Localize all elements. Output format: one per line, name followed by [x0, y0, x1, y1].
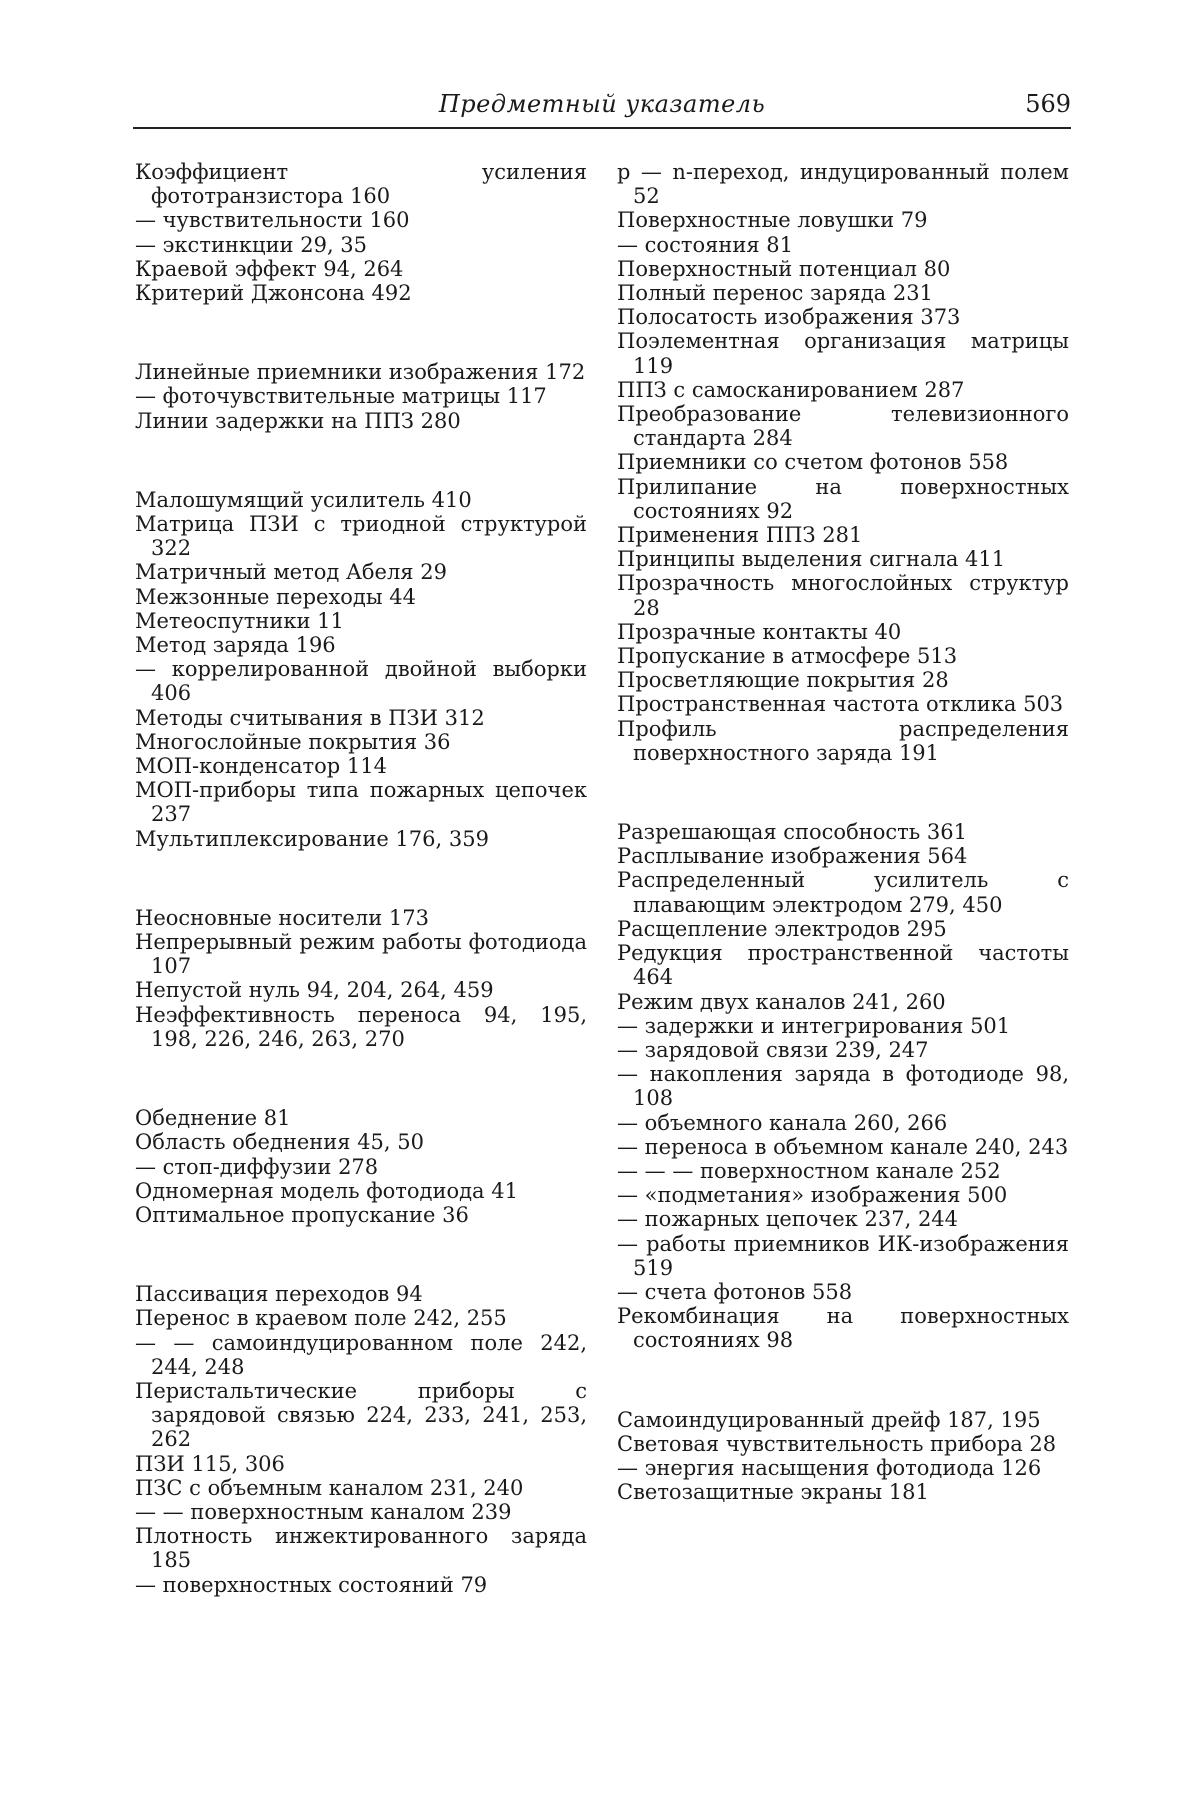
index-entry: — чувствительности 160: [135, 208, 410, 233]
index-entry: — энергия насыщения фотодиода 126: [617, 1455, 1042, 1480]
header-title: Предметный указатель: [438, 90, 766, 118]
index-entry: Поэлементная организация матрицы 119: [617, 329, 1069, 378]
index-entry: Обеднение 81: [135, 1106, 291, 1131]
index-entry: Область обеднения 45, 50: [135, 1130, 424, 1155]
index-entry: Линии задержки на ППЗ 280: [135, 408, 461, 433]
index-entry: Применения ППЗ 281: [617, 523, 863, 548]
running-header: [133, 88, 1071, 128]
index-entry: Светозащитные экраны 181: [617, 1480, 929, 1505]
index-entry: Самоиндуцированный дрейф 187, 195: [617, 1407, 1041, 1432]
index-entry: Поверхностные ловушки 79: [617, 208, 928, 233]
index-entry: Пассивация переходов 94: [135, 1282, 423, 1307]
index-entry: — — — поверхностном канале 252: [617, 1158, 1001, 1183]
index-entry: Редукция пространственной частоты 464: [617, 941, 1069, 990]
index-entry: Неосновные носители 173: [135, 905, 429, 930]
index-section: [135, 906, 587, 1051]
index-entry: Критерий Джонсона 492: [135, 281, 412, 306]
index-entry: ППЗ с самосканированием 287: [617, 377, 965, 402]
section-gap: [135, 1227, 587, 1282]
index-entry: ПЗС с объемным каналом 231, 240: [135, 1475, 524, 1500]
index-entry: Прозрачность многослойных структур 28: [617, 571, 1069, 620]
index-section: [135, 160, 587, 305]
index-entry: — накопления заряда в фотодиоде 98, 108: [617, 1062, 1069, 1111]
index-entry: — работы приемников ИК-изображения 519: [617, 1231, 1069, 1280]
index-entry: — экстинкции 29, 35: [135, 232, 368, 257]
index-entry: Рекомбинация на поверхностных состояниях 98: [617, 1304, 1069, 1353]
index-entry: Режим двух каналов 241, 260: [617, 989, 946, 1014]
index-entry: Метод заряда 196: [135, 633, 336, 658]
section-gap: [135, 1051, 587, 1106]
index-entry: Прилипание на поверхностных состояниях 92: [617, 474, 1069, 523]
index-section: [617, 1408, 1069, 1505]
index-section: [135, 488, 587, 851]
index-entry: Прозрачные контакты 40: [617, 619, 902, 644]
index-entry: МОП-конденсатор 114: [135, 754, 387, 779]
index-entry: — «подметания» изображения 500: [617, 1183, 1008, 1208]
index-entry: Коэффициент усиления фототранзистора 160: [135, 160, 587, 209]
index-entry: Межзонные переходы 44: [135, 584, 416, 609]
index-entry: — фоточувствительные матрицы 117: [135, 384, 547, 409]
index-entry: p — n-переход, индуцированный полем 52: [617, 160, 1069, 209]
index-entry: МОП-приборы типа пожарных цепочек 237: [135, 778, 587, 827]
index-entry: — поверхностных состояний 79: [135, 1572, 488, 1597]
section-gap: [617, 1353, 1069, 1408]
index-entry: — задержки и интегрирования 501: [617, 1013, 1011, 1038]
index-entry: Световая чувствительность прибора 28: [617, 1431, 1057, 1456]
index-section: [135, 360, 587, 433]
index-entry: — переноса в объемном канале 240, 243: [617, 1134, 1069, 1159]
index-entry: — пожарных цепочек 237, 244: [617, 1207, 959, 1232]
index-entry: Плотность инжектированного заряда 185: [135, 1524, 587, 1573]
index-entry: Приемники со счетом фотонов 558: [617, 450, 1009, 475]
index-entry: Полосатость изображения 373: [617, 305, 961, 330]
index-entry: Непустой нуль 94, 204, 264, 459: [135, 978, 494, 1003]
section-gap: [135, 433, 587, 488]
index-entry: — состояния 81: [617, 232, 793, 257]
index-entry: Преобразование телевизионного стандарта 284: [617, 402, 1069, 451]
index-entry: Непрерывный режим работы фотодиода 107: [135, 930, 587, 979]
index-section: [135, 1282, 587, 1597]
index-entry: ПЗИ 115, 306: [135, 1451, 285, 1476]
index-column-right: [617, 160, 1069, 1504]
index-entry: Матричный метод Абеля 29: [135, 560, 447, 585]
index-entry: Просветляющие покрытия 28: [617, 668, 949, 693]
index-entry: Профиль распределения поверхностного заряда 191: [617, 716, 1069, 765]
index-entry: — зарядовой связи 239, 247: [617, 1037, 929, 1062]
index-entry: — стоп-диффузии 278: [135, 1154, 379, 1179]
index-entry: Матрица ПЗИ с триодной структурой 322: [135, 512, 587, 561]
index-entry: Пространственная частота отклика 503: [617, 692, 1064, 717]
index-entry: — — самоиндуцированном поле 242, 244, 248: [135, 1330, 587, 1379]
index-entry: — — поверхностным каналом 239: [135, 1499, 512, 1524]
index-entry: Принципы выделения сигнала 411: [617, 547, 1006, 572]
index-section: [135, 1106, 587, 1227]
section-gap: [617, 765, 1069, 820]
index-entry: Методы считывания в ПЗИ 312: [135, 705, 485, 730]
index-entry: Пропускание в атмосфере 513: [617, 644, 958, 669]
index-entry: Разрешающая способность 361: [617, 820, 967, 845]
index-entry: Расплывание изображения 564: [617, 844, 968, 869]
page-number: 569: [1025, 90, 1071, 118]
index-entry: — счета фотонов 558: [617, 1279, 853, 1304]
index-entry: Одномерная модель фотодиода 41: [135, 1178, 518, 1203]
index-entry: Полный перенос заряда 231: [617, 281, 933, 306]
index-entry: — коррелированной двойной выборки 406: [135, 657, 587, 706]
index-entry: Краевой эффект 94, 264: [135, 256, 404, 281]
index-entry: Малошумящий усилитель 410: [135, 487, 472, 512]
index-entry: Распределенный усилитель с плавающим электродом 279, 450: [617, 868, 1069, 917]
index-entry: Мультиплексирование 176, 359: [135, 826, 489, 851]
index-entry: Неэффективность переноса 94, 195, 198, 226, 246, 263, 270: [135, 1002, 587, 1051]
index-entry: Перенос в краевом поле 242, 255: [135, 1306, 507, 1331]
index-entry: Поверхностный потенциал 80: [617, 256, 951, 281]
index-entry: — объемного канала 260, 266: [617, 1110, 948, 1135]
section-gap: [135, 851, 587, 906]
index-entry: Метеоспутники 11: [135, 608, 344, 633]
index-section: [617, 160, 1069, 765]
index-section: [617, 820, 1069, 1352]
index-entry: Оптимальное пропускание 36: [135, 1202, 469, 1227]
section-gap: [135, 305, 587, 360]
index-entry: Многослойные покрытия 36: [135, 729, 451, 754]
index-entry: Перистальтические приборы с зарядовой связью 224, 233, 241, 253, 262: [135, 1378, 587, 1452]
header-rule: [133, 127, 1071, 129]
index-entry: Расщепление электродов 295: [617, 916, 947, 941]
index-column-left: [135, 160, 587, 1597]
index-entry: Линейные приемники изображения 172: [135, 360, 586, 385]
